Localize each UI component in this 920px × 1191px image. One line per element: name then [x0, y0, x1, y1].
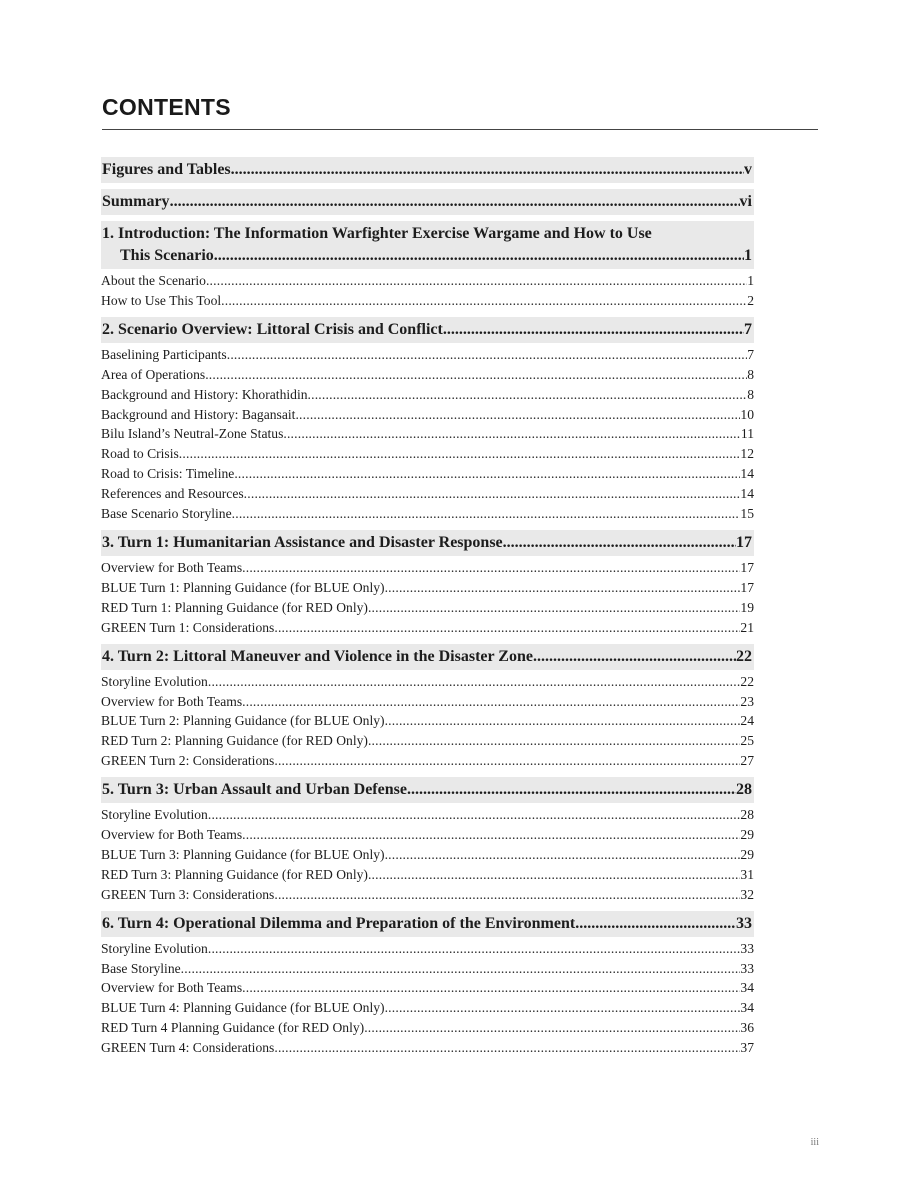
toc-entry-title: Storyline Evolution: [101, 807, 208, 823]
dot-leader: [208, 672, 741, 692]
toc-entry[interactable]: [101, 424, 754, 444]
dot-leader: [368, 731, 740, 751]
toc-entry-page-number: 1: [747, 273, 754, 288]
toc-entry-page-number: 27: [740, 753, 754, 769]
toc-entry-title: GREEN Turn 2: Considerations: [101, 753, 275, 769]
toc-entry-page-number: 28: [740, 807, 754, 823]
dot-leader: [443, 319, 744, 341]
toc-entry-title: Base Storyline: [101, 960, 181, 976]
toc-page-number: v: [744, 161, 752, 178]
toc-entry-title: Overview for Both Teams: [101, 693, 243, 709]
toc-entry[interactable]: [101, 885, 754, 905]
dot-leader: [232, 504, 741, 524]
page-number: iii: [810, 1137, 819, 1148]
dot-leader: [274, 1038, 740, 1058]
toc-entry-title: References and Resources: [101, 486, 244, 502]
toc-entry[interactable]: [101, 345, 754, 365]
dot-leader: [283, 424, 741, 444]
toc-section-heading[interactable]: [101, 189, 754, 215]
toc-section-heading[interactable]: [101, 530, 754, 556]
toc-entry-title: Overview for Both Teams: [101, 827, 243, 843]
toc-entry[interactable]: [101, 692, 754, 712]
toc-entry[interactable]: [101, 365, 754, 385]
dot-leader: [295, 405, 740, 425]
toc-entry[interactable]: [101, 618, 754, 638]
toc-entry-title: RED Turn 4 Planning Guidance (for RED Only): [101, 1020, 365, 1036]
toc-entry[interactable]: [101, 405, 754, 425]
toc-entry-title: RED Turn 2: Planning Guidance (for RED Only): [101, 733, 368, 749]
toc-entry-title: About the Scenario: [101, 273, 206, 288]
dot-leader: [205, 365, 747, 385]
dot-leader: [575, 913, 736, 935]
toc-entry-title: GREEN Turn 4: Considerations: [101, 1040, 275, 1056]
dot-leader: [227, 345, 747, 365]
dot-leader: [242, 558, 740, 578]
toc-entry-title: RED Turn 3: Planning Guidance (for RED Only): [101, 866, 368, 882]
toc-entry-title: Area of Operations: [101, 366, 206, 382]
toc-entry-title: How to Use This Tool: [101, 292, 222, 308]
toc-entry-page-number: 34: [740, 980, 754, 996]
dot-leader: [242, 692, 740, 712]
toc-entry-title: Background and History: Bagansait: [101, 406, 296, 422]
toc-entry[interactable]: [101, 385, 754, 405]
toc-entry-page-number: 21: [740, 619, 754, 635]
toc-page-number: vi: [739, 193, 752, 210]
dot-leader: [206, 271, 747, 291]
toc-page-number: 33: [736, 914, 752, 932]
toc-section: [101, 157, 754, 183]
toc-section: [101, 221, 754, 311]
toc-entry-title: Road to Crisis: Timeline: [101, 466, 235, 482]
toc-entry-title: Overview for Both Teams: [101, 980, 243, 996]
toc-entry[interactable]: [101, 939, 754, 959]
toc-entry[interactable]: [101, 1018, 754, 1038]
dot-leader: [533, 646, 736, 668]
toc-entry-page-number: 14: [740, 486, 754, 502]
toc-entry-title: Bilu Island’s Neutral-Zone Status: [101, 426, 284, 442]
toc-entry-title: BLUE Turn 2: Planning Guidance (for BLUE Only): [101, 713, 385, 729]
toc-entry[interactable]: [101, 444, 754, 464]
toc-section: [101, 530, 754, 638]
dot-leader: [407, 779, 736, 801]
toc-entry[interactable]: [101, 291, 754, 311]
toc-entry-page-number: 14: [740, 466, 754, 482]
toc-title: This Scenario: [120, 247, 214, 264]
toc-entry-page-number: 24: [740, 713, 754, 729]
toc-entry[interactable]: [101, 578, 754, 598]
toc-entry-title: RED Turn 1: Planning Guidance (for RED Only): [101, 599, 368, 615]
toc-entry-page-number: 32: [740, 886, 754, 902]
dot-leader: [242, 978, 740, 998]
dot-leader: [231, 159, 744, 181]
dot-leader: [385, 711, 741, 731]
toc-section: [101, 189, 754, 215]
toc-entry-title: Background and History: Khorathidin: [101, 386, 308, 402]
toc-entry-page-number: 37: [740, 1040, 754, 1056]
toc-title: Summary: [102, 193, 170, 210]
dot-leader: [221, 291, 747, 311]
toc-entry[interactable]: [101, 865, 754, 885]
toc-entry[interactable]: [101, 672, 754, 692]
page-title: CONTENTS: [102, 94, 231, 120]
toc-section-heading[interactable]: [101, 777, 754, 803]
toc-section: [101, 911, 754, 1058]
toc-entry-title: Baselining Participants: [101, 346, 227, 362]
toc-entry-page-number: 8: [747, 366, 754, 382]
dot-leader: [274, 751, 740, 771]
toc-entry-title: Base Scenario Storyline: [101, 506, 232, 522]
toc-entry-title: BLUE Turn 3: Planning Guidance (for BLUE Only): [101, 846, 385, 862]
toc-page-number: 17: [736, 533, 752, 551]
toc-page-number: 22: [736, 647, 752, 665]
dot-leader: [208, 939, 741, 959]
dot-leader: [170, 191, 740, 213]
toc-entry-page-number: 12: [740, 446, 754, 462]
toc-entry[interactable]: [101, 978, 754, 998]
toc-entry-page-number: 33: [740, 960, 754, 976]
toc-title: 6. Turn 4: Operational Dilemma and Preparation of the Environment: [102, 914, 576, 932]
toc-entry[interactable]: [101, 484, 754, 504]
toc-entry-page-number: 2: [747, 292, 754, 308]
toc-section: [101, 777, 754, 905]
dot-leader: [368, 598, 740, 618]
table-of-contents: [101, 157, 754, 1064]
toc-entry[interactable]: [101, 825, 754, 845]
toc-entry-title: Overview for Both Teams: [101, 559, 243, 575]
toc-entry-title: BLUE Turn 4: Planning Guidance (for BLUE Only): [101, 1000, 385, 1016]
dot-leader: [242, 825, 740, 845]
dot-leader: [385, 578, 741, 598]
heading-divider: [102, 129, 818, 130]
toc-entry[interactable]: [101, 711, 754, 731]
toc-page-number: 7: [744, 320, 752, 338]
toc-entry-title: Storyline Evolution: [101, 940, 208, 956]
toc-page-number: 1: [744, 247, 752, 264]
toc-entry[interactable]: [101, 598, 754, 618]
toc-entry[interactable]: [101, 504, 754, 524]
toc-section-heading[interactable]: [101, 911, 754, 937]
toc-entry-page-number: 15: [740, 506, 754, 522]
dot-leader: [274, 885, 740, 905]
dot-leader: [368, 865, 740, 885]
toc-entry-page-number: 7: [747, 346, 754, 362]
toc-entry-page-number: 8: [747, 386, 754, 402]
toc-entry[interactable]: [101, 464, 754, 484]
toc-entry[interactable]: [101, 558, 754, 578]
toc-entry-page-number: 29: [740, 827, 754, 843]
toc-page-number: 28: [736, 781, 752, 799]
toc-entry[interactable]: [101, 959, 754, 979]
dot-leader: [244, 484, 741, 504]
toc-entry[interactable]: [101, 845, 754, 865]
toc-entry-page-number: 34: [740, 1000, 754, 1016]
toc-section-heading[interactable]: [101, 644, 754, 670]
toc-entry-page-number: 19: [740, 599, 754, 615]
toc-entry[interactable]: [101, 805, 754, 825]
toc-title: Figures and Tables: [102, 161, 231, 178]
dot-leader: [274, 618, 740, 638]
toc-entry-page-number: 29: [740, 846, 754, 862]
toc-entry[interactable]: [101, 271, 754, 291]
dot-leader: [234, 464, 740, 484]
toc-entry-page-number: 36: [740, 1020, 754, 1036]
toc-title: 3. Turn 1: Humanitarian Assistance and Disaster Response: [102, 533, 503, 551]
toc-entry-page-number: 10: [740, 406, 754, 422]
toc-entry-title: GREEN Turn 1: Considerations: [101, 619, 275, 635]
dot-leader: [308, 385, 748, 405]
toc-entry-title: BLUE Turn 1: Planning Guidance (for BLUE Only): [101, 579, 385, 595]
toc-title: 1. Introduction: The Information Warfighter Exercise Wargame and How to Use: [102, 225, 652, 242]
dot-leader: [181, 959, 741, 979]
toc-entry[interactable]: [101, 751, 754, 771]
toc-section-heading[interactable]: [101, 317, 754, 343]
toc-entry-page-number: 17: [740, 559, 754, 575]
dot-leader: [503, 532, 736, 554]
dot-leader: [385, 845, 741, 865]
toc-title: 2. Scenario Overview: Littoral Crisis and Conflict: [102, 320, 443, 338]
toc-entry-page-number: 33: [740, 940, 754, 956]
dot-leader: [214, 245, 744, 267]
dot-leader: [385, 998, 741, 1018]
toc-entry-title: Road to Crisis: [101, 446, 179, 462]
toc-entry-page-number: 31: [740, 866, 754, 882]
toc-entry-title: GREEN Turn 3: Considerations: [101, 886, 275, 902]
toc-entry[interactable]: [101, 1038, 754, 1058]
toc-section: [101, 644, 754, 772]
toc-entry-title: Storyline Evolution: [101, 673, 208, 689]
toc-title: 4. Turn 2: Littoral Maneuver and Violence in the Disaster Zone: [102, 647, 533, 665]
dot-leader: [208, 805, 741, 825]
toc-entry-page-number: 22: [740, 673, 754, 689]
toc-entry-page-number: 25: [740, 733, 754, 749]
toc-section-heading[interactable]: [101, 221, 754, 269]
dot-leader: [179, 444, 741, 464]
toc-title: 5. Turn 3: Urban Assault and Urban Defense: [102, 781, 407, 799]
toc-section: [101, 317, 754, 524]
toc-entry-page-number: 23: [740, 693, 754, 709]
toc-section-heading[interactable]: [101, 157, 754, 183]
toc-entry[interactable]: [101, 998, 754, 1018]
toc-entry-page-number: 11: [740, 426, 754, 442]
toc-entry-page-number: 17: [740, 579, 754, 595]
toc-entry[interactable]: [101, 731, 754, 751]
dot-leader: [364, 1018, 740, 1038]
